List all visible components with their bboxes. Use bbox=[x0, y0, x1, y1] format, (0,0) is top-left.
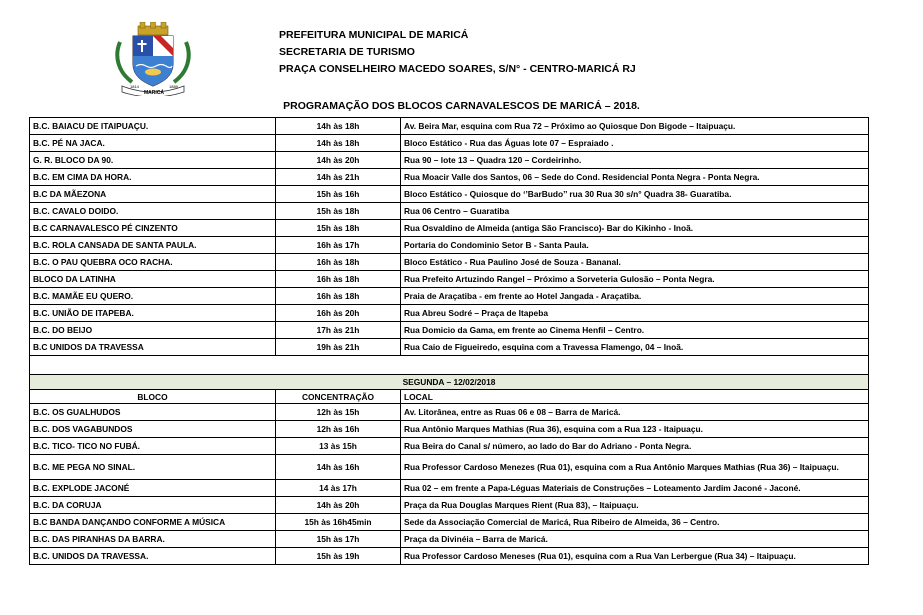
column-header-row bbox=[30, 390, 869, 404]
time-cell: 19h às 21h bbox=[276, 339, 401, 356]
bloco-cell: G. R. BLOCO DA 90. bbox=[30, 152, 276, 169]
bloco-cell: B.C. DAS PIRANHAS DA BARRA. bbox=[30, 531, 276, 548]
bloco-cell: BLOCO DA LATINHA bbox=[30, 271, 276, 288]
table-row bbox=[30, 438, 869, 455]
bloco-cell: B.C. UNIDOS DA TRAVESSA. bbox=[30, 548, 276, 565]
section-heading: SEGUNDA – 12/02/2018 bbox=[30, 375, 869, 390]
bloco-cell: B.C. MAMÃE EU QUERO. bbox=[30, 288, 276, 305]
local-cell: Rua Prefeito Artuzindo Rangel – Próximo a Sorveteria Gulosão – Ponta Negra. bbox=[401, 271, 869, 288]
bloco-cell: B.C. OS GUALHUDOS bbox=[30, 404, 276, 421]
local-cell: Rua 90 – lote 13 – Quadra 120 – Cordeirinho. bbox=[401, 152, 869, 169]
time-cell: 15h às 18h bbox=[276, 203, 401, 220]
table-row bbox=[30, 305, 869, 322]
bloco-cell: B.C. DOS VAGABUNDOS bbox=[30, 421, 276, 438]
time-cell: 14 às 17h bbox=[276, 480, 401, 497]
local-cell: Sede da Associação Comercial de Maricá, Rua Ribeiro de Almeida, 36 – Centro. bbox=[401, 514, 869, 531]
crown-icon bbox=[138, 22, 168, 35]
letterhead-line: PRAÇA CONSELHEIRO MACEDO SOARES, S/N° - CENTRO-MARICÁ RJ bbox=[279, 63, 636, 75]
time-cell: 14h às 18h bbox=[276, 118, 401, 135]
bloco-cell: B.C. EXPLODE JACONÉ bbox=[30, 480, 276, 497]
local-cell: Bloco Estático - Rua das Águas lote 07 – Espraiado . bbox=[401, 135, 869, 152]
bloco-cell: B.C. EM CIMA DA HORA. bbox=[30, 169, 276, 186]
bloco-cell: B.C. TICO- TICO NO FUBÁ. bbox=[30, 438, 276, 455]
bloco-cell: B.C. UNIÃO DE ITAPEBA. bbox=[30, 305, 276, 322]
time-cell: 14h às 18h bbox=[276, 135, 401, 152]
local-cell: Rua Professor Cardoso Meneses (Rua 01), esquina com a Rua Van Lerbergue (Rua 34) – Itaipuaçu. bbox=[401, 548, 869, 565]
local-cell: Rua Osvaldino de Almeida (antiga São Francisco)- Bar do Kikinho - Inoã. bbox=[401, 220, 869, 237]
table-row bbox=[30, 118, 869, 135]
table-row bbox=[30, 288, 869, 305]
bloco-cell: B.C. ME PEGA NO SINAL. bbox=[30, 455, 276, 480]
section-heading-row bbox=[30, 375, 869, 390]
local-cell: Av. Beira Mar, esquina com Rua 72 – Próximo ao Quiosque Don Bigode – Itaipuaçu. bbox=[401, 118, 869, 135]
local-cell: Praia de Araçatiba - em frente ao Hotel Jangada - Araçatiba. bbox=[401, 288, 869, 305]
local-cell: Rua Moacir Valle dos Santos, 06 – Sede do Cond. Residencial Ponta Negra - Ponta Negra. bbox=[401, 169, 869, 186]
local-cell: Bloco Estático - Rua Paulino José de Souza - Bananal. bbox=[401, 254, 869, 271]
table-row bbox=[30, 203, 869, 220]
table-row bbox=[30, 186, 869, 203]
time-cell: 16h às 18h bbox=[276, 288, 401, 305]
table-row bbox=[30, 404, 869, 421]
table-row bbox=[30, 254, 869, 271]
column-header-bloco: BLOCO bbox=[30, 390, 276, 404]
local-cell: Rua Antônio Marques Mathias (Rua 36), esquina com a Rua 123 - Itaipuaçu. bbox=[401, 421, 869, 438]
time-cell: 12h às 15h bbox=[276, 404, 401, 421]
bloco-cell: B.C. DO BEIJO bbox=[30, 322, 276, 339]
spacer-body bbox=[30, 356, 869, 375]
time-cell: 14h às 20h bbox=[276, 497, 401, 514]
time-cell: 15h às 18h bbox=[276, 220, 401, 237]
time-cell: 15h às 16h bbox=[276, 186, 401, 203]
time-cell: 14h às 16h bbox=[276, 455, 401, 480]
table-row bbox=[30, 237, 869, 254]
bloco-cell: B.C. BAIACU DE ITAIPUAÇU. bbox=[30, 118, 276, 135]
local-cell: Rua 02 – em frente a Papa-Léguas Materiais de Construções – Loteamento Jardim Jaconé - Jaconé. bbox=[401, 480, 869, 497]
local-cell: Portaria do Condominio Setor B - Santa Paula. bbox=[401, 237, 869, 254]
time-cell: 14h às 20h bbox=[276, 152, 401, 169]
local-cell: Rua Caio de Figueiredo, esquina com a Travessa Flamengo, 04 – Inoã. bbox=[401, 339, 869, 356]
table-row bbox=[30, 514, 869, 531]
local-cell: Rua 06 Centro – Guaratiba bbox=[401, 203, 869, 220]
table-row bbox=[30, 480, 869, 497]
table-row bbox=[30, 135, 869, 152]
local-cell: Rua Abreu Sodré – Praça de Itapeba bbox=[401, 305, 869, 322]
svg-text:MARICÁ: MARICÁ bbox=[144, 90, 164, 96]
table-row bbox=[30, 455, 869, 480]
bloco-cell: B.C. DA CORUJA bbox=[30, 497, 276, 514]
local-cell: Rua Domicio da Gama, em frente ao Cinema Henfil – Centro. bbox=[401, 322, 869, 339]
table-row bbox=[30, 271, 869, 288]
local-cell: Rua Beira do Canal s/ número, ao lado do Bar do Adriano - Ponta Negra. bbox=[401, 438, 869, 455]
time-cell: 13 às 15h bbox=[276, 438, 401, 455]
table-row bbox=[30, 152, 869, 169]
local-cell: Rua Professor Cardoso Menezes (Rua 01), esquina com a Rua Antônio Marques Mathias (Rua 36) – Itaipuaçu. bbox=[401, 455, 869, 480]
time-cell: 15h às 17h bbox=[276, 531, 401, 548]
section2-body bbox=[30, 375, 869, 565]
bloco-cell: B.C BANDA DANÇANDO CONFORME A MÚSICA bbox=[30, 514, 276, 531]
time-cell: 16h às 20h bbox=[276, 305, 401, 322]
schedule-table bbox=[29, 117, 869, 565]
local-cell: Bloco Estático - Quiosque do ‘’BarBudo’’ rua 30 Rua 30 s/n° Quadra 38- Guaratiba. bbox=[401, 186, 869, 203]
bloco-cell: B.C. O PAU QUEBRA OCO RACHA. bbox=[30, 254, 276, 271]
time-cell: 12h às 16h bbox=[276, 421, 401, 438]
local-cell: Av. Litorânea, entre as Ruas 06 e 08 – Barra de Maricá. bbox=[401, 404, 869, 421]
bloco-cell: B.C. PÉ NA JACA. bbox=[30, 135, 276, 152]
time-cell: 16h às 18h bbox=[276, 271, 401, 288]
marica-crest-logo bbox=[110, 22, 196, 96]
time-cell: 15h às 19h bbox=[276, 548, 401, 565]
section1-body bbox=[30, 118, 869, 356]
table-row bbox=[30, 421, 869, 438]
table-row bbox=[30, 531, 869, 548]
time-cell: 17h às 21h bbox=[276, 322, 401, 339]
bloco-cell: B.C CARNAVALESCO PÉ CINZENTO bbox=[30, 220, 276, 237]
time-cell: 16h às 18h bbox=[276, 254, 401, 271]
time-cell: 15h às 16h45min bbox=[276, 514, 401, 531]
table-row bbox=[30, 169, 869, 186]
bloco-cell: B.C. CAVALO DOIDO. bbox=[30, 203, 276, 220]
svg-text:1814: 1814 bbox=[130, 84, 139, 89]
letterhead-line: SECRETARIA DE TURISMO bbox=[279, 46, 415, 58]
bloco-cell: B.C UNIDOS DA TRAVESSA bbox=[30, 339, 276, 356]
local-cell: Praça da Divinéia – Barra de Maricá. bbox=[401, 531, 869, 548]
column-header-concentracao: CONCENTRAÇÃO bbox=[276, 390, 401, 404]
bloco-cell: B.C DA MÃEZONA bbox=[30, 186, 276, 203]
table-row bbox=[30, 220, 869, 237]
bloco-cell: B.C. ROLA CANSADA DE SANTA PAULA. bbox=[30, 237, 276, 254]
time-cell: 16h às 17h bbox=[276, 237, 401, 254]
table-row bbox=[30, 497, 869, 514]
column-header-local: LOCAL bbox=[401, 390, 869, 404]
letterhead bbox=[279, 27, 636, 78]
document-title: PROGRAMAÇÃO DOS BLOCOS CARNAVALESCOS DE MARICÁ – 2018. bbox=[283, 100, 640, 112]
letterhead-line: PREFEITURA MUNICIPAL DE MARICÁ bbox=[279, 29, 469, 41]
spacer-row bbox=[30, 356, 869, 375]
time-cell: 14h às 21h bbox=[276, 169, 401, 186]
svg-text:1889: 1889 bbox=[169, 84, 178, 89]
table-row bbox=[30, 339, 869, 356]
table-row bbox=[30, 548, 869, 565]
table-row bbox=[30, 322, 869, 339]
local-cell: Praça da Rua Douglas Marques Rient (Rua 83), – Itaipuaçu. bbox=[401, 497, 869, 514]
